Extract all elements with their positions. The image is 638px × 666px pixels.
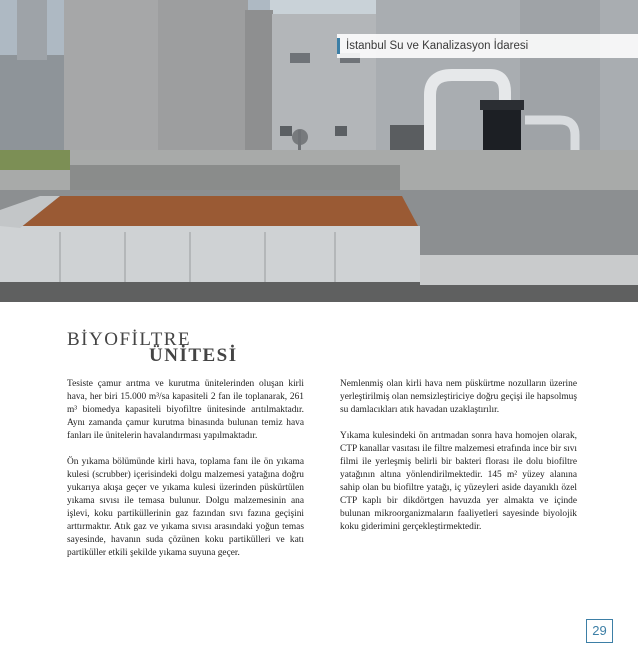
- paragraph: Yıkama kulesindeki ön arıtmadan sonra hava homojen olarak, CTP kanallar vasıtası ile filtre malzemesi etrafında ince bir sıvı filmi ile yerleşmiş belirli bir bakteri florası ile dolu biofiltre yatağının altına yönlendirilmektedir. 145 m² yüzey alanına sahip olan bu biofiltre yatağı, iç yüzeyleri aside dayanıklı özel CTP kaplı bir dikdörtgen havuzda yer almakta ve içinde bulunan mikroorganizmaların faaliyetleri sayesinde biyolojik koku giderimini gerçekleştirmektedir.: [340, 431, 577, 532]
- facility-photo: [0, 0, 638, 302]
- header-accent-bar: [337, 38, 340, 54]
- header-band: [337, 34, 638, 58]
- section-title-line1: BİYOFİLTRE: [67, 329, 192, 350]
- page-number-box: [586, 619, 613, 643]
- page-number: 29: [592, 623, 607, 638]
- paragraph: Nemlenmiş olan kirli hava nem püskürtme nozulların üzerine yerleştirilmiş olan nemsizleştiriciye doğru geçişi ile hapsolmuş su damlacıkları atık havadan uzaklaştırılır.: [340, 379, 577, 415]
- paragraph: Ön yıkama bölümünde kirli hava, toplama fanı ile ön yıkama kulesi (scrubber) içerisindeki dolgu malzemesi yatağına doğru yukarıya akışa geçer ve yıkama kulesi üzerinden püskürtülen yıkama sıvısı ile temasa bulunur. Dolgu malzemesinin ana işlevi, koku partiküllerinin gaz fazından sıvı fazına geçişini arttırmaktır. Atık gaz ve yıkama sıvısı arasındaki yoğun temas sayesinde, havanın suda çözünen koku partikülleri ve katı partiküller etkili şekilde yıkama suyuna geçer.: [67, 457, 304, 558]
- organization-name: İstanbul Su ve Kanalizasyon İdaresi: [346, 40, 529, 52]
- paragraph: Tesiste çamur arıtma ve kurutma ünitelerinden oluşan kirli hava, her biri 15.000 m³/sa kapasiteli 2 fan ile toplanarak, 261 m³ biomedya kapasiteli biyofiltre ünitesinde arıtılmaktadır. Aynı zamanda çamur kurutma binasında bulunan temiz hava fanları ile ünitelerin havalandırması yapılmaktadır.: [67, 379, 304, 441]
- section-title-line2: ÜNİTESİ: [149, 345, 238, 366]
- text-column-left: [67, 378, 304, 573]
- text-column-right: [340, 378, 577, 547]
